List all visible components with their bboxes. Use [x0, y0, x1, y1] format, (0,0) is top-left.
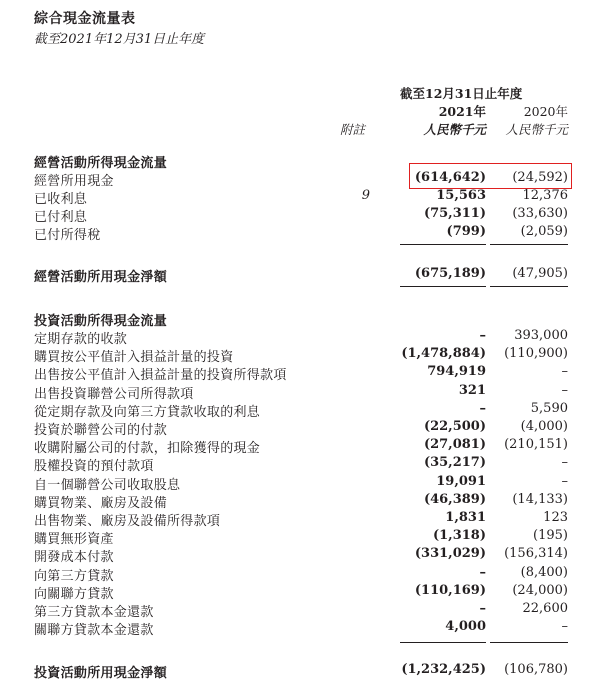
value-2020: 5,590 — [530, 400, 568, 416]
value-2021: – — [479, 400, 486, 416]
table-row — [0, 546, 600, 564]
value-2021: – — [479, 328, 486, 343]
value-2021: (1,232,425) — [401, 662, 486, 677]
value-2020: (4,000) — [520, 419, 568, 434]
table-row — [0, 206, 600, 224]
value-2020: – — [561, 619, 568, 635]
row-label: 購買按公平值計入損益計量的投資 — [34, 350, 234, 366]
subtotal-rule-2020 — [490, 244, 568, 245]
subtotal-rule-2021 — [400, 244, 486, 245]
value-2020: (106,780) — [504, 662, 568, 677]
value-2020: (110,900) — [504, 346, 568, 362]
table-row — [0, 346, 600, 364]
value-2020: – — [561, 473, 568, 489]
section-label: 經營活動所得現金流量 — [34, 156, 168, 171]
value-2020: (156,314) — [504, 546, 568, 562]
value-2021: – — [479, 564, 486, 580]
table-row — [0, 401, 600, 419]
unit-2020-header: 人民幣千元 — [505, 122, 568, 137]
section-label: 投資活動所得現金流量 — [34, 314, 168, 329]
table-row — [0, 474, 600, 492]
value-2020: (24,000) — [512, 582, 568, 598]
row-label: 經營所用現金 — [34, 174, 114, 189]
value-2020: 393,000 — [514, 328, 568, 343]
subtotal-rule-2021 — [400, 642, 486, 643]
value-2020: 22,600 — [522, 601, 568, 616]
highlight-box — [409, 163, 572, 189]
value-2020: – — [561, 364, 568, 380]
row-label: 關聯方貸款本金還款 — [34, 623, 154, 639]
investing-section-title — [0, 310, 600, 328]
table-row — [0, 224, 600, 242]
unit-2021-header: 人民幣千元 — [423, 122, 486, 137]
value-2021: (35,217) — [423, 455, 486, 471]
row-label: 已收利息 — [34, 192, 88, 207]
table-row — [0, 364, 600, 382]
row-label: 出售按公平值計入損益計量的投資所得款項 — [34, 368, 287, 384]
value-2020: 12,376 — [522, 188, 568, 203]
table-row — [0, 455, 600, 473]
statement-subtitle: 截至2021年12月31日止年度 — [34, 32, 205, 47]
value-2021: (799) — [446, 224, 486, 239]
value-2020: – — [561, 455, 568, 471]
value-2020: (33,630) — [512, 206, 568, 221]
row-label: 股權投資的預付款項 — [34, 459, 154, 475]
value-2021: (1,478,884) — [401, 346, 486, 362]
value-2020: (195) — [533, 528, 568, 544]
note-column-header: 附註 — [340, 122, 366, 137]
row-label: 第三方貸款本金還款 — [34, 605, 154, 620]
table-row — [0, 383, 600, 401]
row-label: 從定期存款及向第三方貸款收取的利息 — [34, 404, 261, 420]
table-row — [0, 328, 600, 346]
row-label: 自一個聯營公司收取股息 — [34, 477, 181, 493]
table-row — [0, 492, 600, 510]
table-row — [0, 437, 600, 455]
value-2021: 794,919 — [427, 364, 486, 380]
year-2020-header: 2020年 — [523, 104, 568, 119]
value-2021: (27,081) — [423, 437, 486, 453]
row-label: 購買物業、廠房及設備 — [34, 495, 168, 511]
row-label: 向第三方貸款 — [34, 568, 114, 584]
value-2020: (47,905) — [512, 266, 568, 281]
row-label: 經營活動所用現金淨額 — [34, 270, 168, 285]
value-2021: 4,000 — [445, 619, 486, 635]
operating-total-row — [0, 266, 600, 284]
table-row — [0, 565, 600, 583]
value-2020: (24,592) — [512, 170, 568, 185]
value-2021: (75,311) — [423, 206, 486, 221]
value-2021: (331,029) — [414, 546, 486, 562]
row-label: 出售投資聯營公司所得款項 — [34, 386, 194, 402]
value-2021: 321 — [458, 382, 486, 398]
table-row — [0, 419, 600, 437]
value-2021: 1,831 — [445, 510, 486, 525]
period-label: 截至12月31日止年度 — [400, 86, 523, 101]
value-2020: (14,133) — [512, 491, 568, 507]
table-row — [0, 583, 600, 601]
row-label: 投資活動所用現金淨額 — [34, 666, 168, 681]
total-rule-2020 — [490, 286, 568, 287]
row-label: 向關聯方貸款 — [34, 586, 114, 602]
value-2020: – — [561, 382, 568, 398]
value-2020: (2,059) — [520, 224, 568, 239]
value-2021: – — [479, 601, 486, 616]
value-2020: (8,400) — [520, 564, 568, 580]
value-2021: (1,318) — [432, 528, 486, 544]
value-2021: (110,169) — [414, 582, 486, 598]
value-2021: (675,189) — [414, 266, 486, 281]
row-note: 9 — [361, 188, 370, 203]
row-label: 開發成本付款 — [34, 550, 114, 566]
value-2021: 19,091 — [436, 473, 486, 489]
value-2020: (210,151) — [504, 437, 568, 453]
table-row — [0, 188, 600, 206]
row-label: 已付利息 — [34, 210, 88, 225]
table-row — [0, 601, 600, 619]
statement-title: 綜合現金流量表 — [34, 11, 136, 27]
value-2021: (22,500) — [423, 419, 486, 434]
value-2020: 123 — [543, 510, 568, 525]
table-row — [0, 510, 600, 528]
year-2021-header: 2021年 — [438, 104, 486, 119]
row-label: 出售物業、廠房及設備所得款項 — [34, 514, 221, 529]
row-label: 投資於聯營公司的付款 — [34, 423, 168, 438]
total-rule-2021 — [400, 286, 486, 287]
row-label: 定期存款的收款 — [34, 332, 128, 347]
value-2021: (46,389) — [423, 491, 486, 507]
value-2021: (614,642) — [414, 170, 486, 185]
investing-total-row — [0, 662, 600, 680]
row-label: 購買無形資產 — [34, 532, 114, 548]
table-row — [0, 619, 600, 637]
row-label: 已付所得稅 — [34, 228, 101, 243]
table-row — [0, 528, 600, 546]
subtotal-rule-2020 — [490, 642, 568, 643]
value-2021: 15,563 — [436, 188, 486, 203]
row-label: 收購附屬公司的付款，扣除獲得的現金 — [34, 441, 261, 457]
